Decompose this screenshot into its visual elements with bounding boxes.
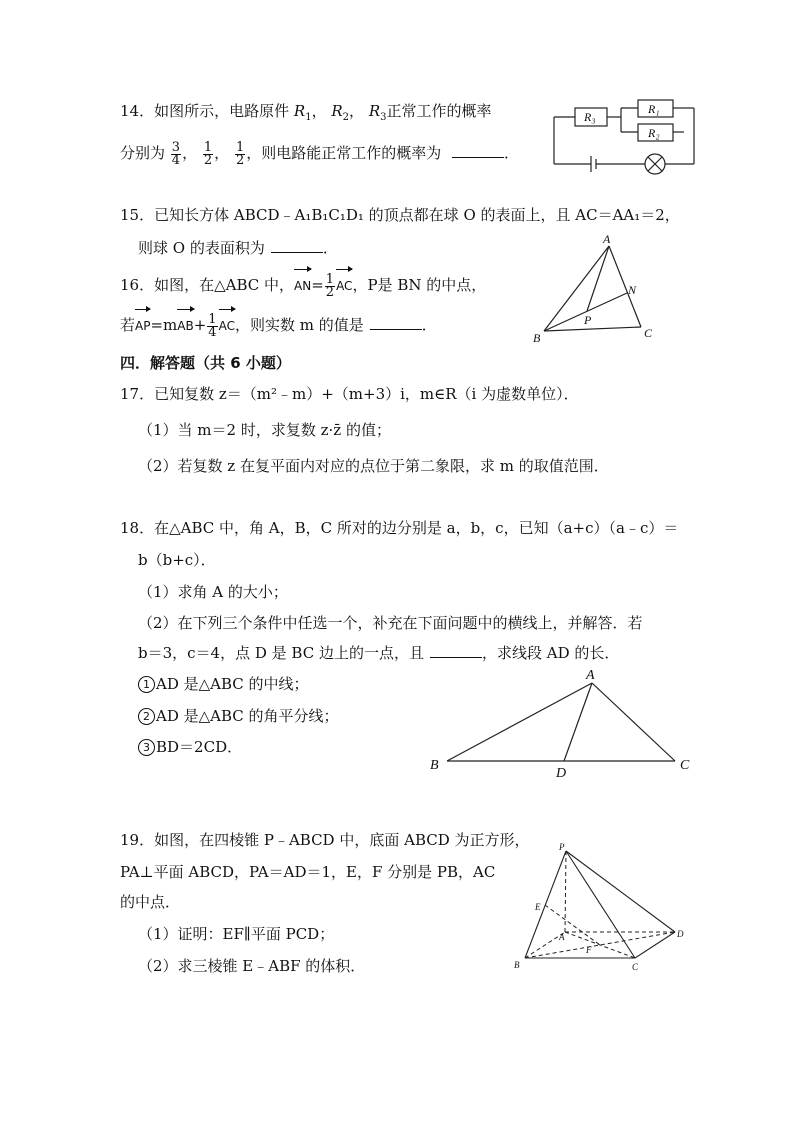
q16-line1: 16．如图，在△ABC 中，AN= $\frac{1}{2}$ AC，P是 BN 的中点， [120,271,487,300]
point-n: N [628,283,637,297]
q19-line3: 的中点． [120,893,181,911]
q18-part1: （1）求角 A 的大小； [138,583,288,601]
q15-line1: 15．已知长方体 ABCD﹣A₁B₁C₁D₁ 的顶点都在球 O 的表面上，且 AC＝AA₁＝2， [120,206,680,224]
q19-part2: （2）求三棱锥 E﹣ABF 的体积． [138,957,366,975]
vertex-a: A [559,932,565,942]
answer-blank [430,643,482,658]
fraction-1-4: $\frac{1}{4}$ [208,311,217,340]
q18-option-2: 2 AD 是△ABC 的角平分线； [138,706,339,726]
vector-ap: AP [135,311,150,341]
q18-option-1: 1 AD 是△ABC 的中线； [138,674,309,694]
fraction-1-2: $\frac{1}{2}$ [235,139,245,168]
vertex-b: B [533,331,541,344]
q15-line2: 则球 O 的表面积为 ． [138,239,338,257]
vector-an: AN [294,271,311,301]
q17-part1: （1）当 m＝2 时，求复数 z·z̄ 的值； [138,421,391,439]
q14-line1: 14．如图所示，电路原件 $R_1$， $R_2$， $R_3$正常工作的概率 [120,102,492,123]
vertex-b: B [514,960,520,970]
q17-line1: 17．已知复数 z＝（m²﹣m）+（m+3）i，m∈R（i 为虚数单位）． [120,385,579,403]
point-d: D [556,766,567,780]
vertex-c: C [644,326,653,340]
vertex-d: D [677,929,684,939]
q19-part1: （1）证明：EF∥平面 PCD； [138,925,335,943]
q18-part2: （2）在下列三个条件中任选一个，补充在下面问题中的横线上，并解答．若 [138,614,643,632]
point-p: P [584,313,592,327]
answer-blank [271,238,323,253]
q16-line2: 若AP=mAB+ $\frac{1}{4}$ AC，则实数 m 的值是 ． [120,311,437,340]
fraction-1-2: $\frac{1}{2}$ [325,271,335,300]
answer-blank [452,143,504,158]
fraction-1-2: $\frac{1}{2}$ [203,139,213,168]
vertex-b: B [430,758,439,773]
vector-ac: AC [336,271,352,301]
q14-line2: 分别为 $\frac{3}{4}$ ， $\frac{1}{2}$ ， $\frac{1}{2}$ ，则电路能正常工作的概率为 ． [120,139,520,168]
label-r2: R₂ [648,126,660,140]
vertex-a: A [603,232,611,246]
q18-line1: 18．在△ABC 中，角 A，B，C 所对的边分别是 a，b，c，已知（a+c）（a﹣c）＝ [120,519,679,537]
triangle-abc-figure [528,232,668,344]
q18-line2: b（b+c）． [138,551,216,569]
q19-line1: 19．如图，在四棱锥 P﹣ABCD 中，底面 ABCD 为正方形， [120,831,530,849]
section-heading: 四．解答题（共 6 小题） [120,354,291,372]
circled-number-1: 1 [138,676,155,693]
circled-number-2: 2 [138,708,155,725]
pyramid-figure [505,840,690,975]
q19-line2: PA⊥平面 ABCD，PA＝AD＝1，E，F 分别是 PB，AC [120,863,496,881]
vertex-c: C [632,962,639,972]
label-r1: R₁ [648,102,660,116]
q18-option-3: 3 BD＝2CD． [138,737,242,757]
vertex-a: A [586,668,595,683]
circuit-diagram [548,95,700,175]
q18-line4: b＝3，c＝4，点 D 是 BC 边上的一点，且 ，求线段 AD 的长． [138,644,620,662]
fraction-3-4: $\frac{3}{4}$ [171,139,181,168]
vertex-c: C [680,758,690,773]
q17-part2: （2）若复数 z 在复平面内对应的点位于第二象限，求 m 的取值范围． [138,457,609,475]
circled-number-3: 3 [138,739,155,756]
point-f: F [586,945,592,955]
triangle-abd-figure [425,665,700,780]
point-e: E [535,902,541,912]
vector-ab: AB [177,311,193,341]
vector-ac: AC [219,311,235,341]
answer-blank [370,315,422,330]
vertex-p: P [559,842,565,852]
label-r3: R₃ [584,110,596,124]
